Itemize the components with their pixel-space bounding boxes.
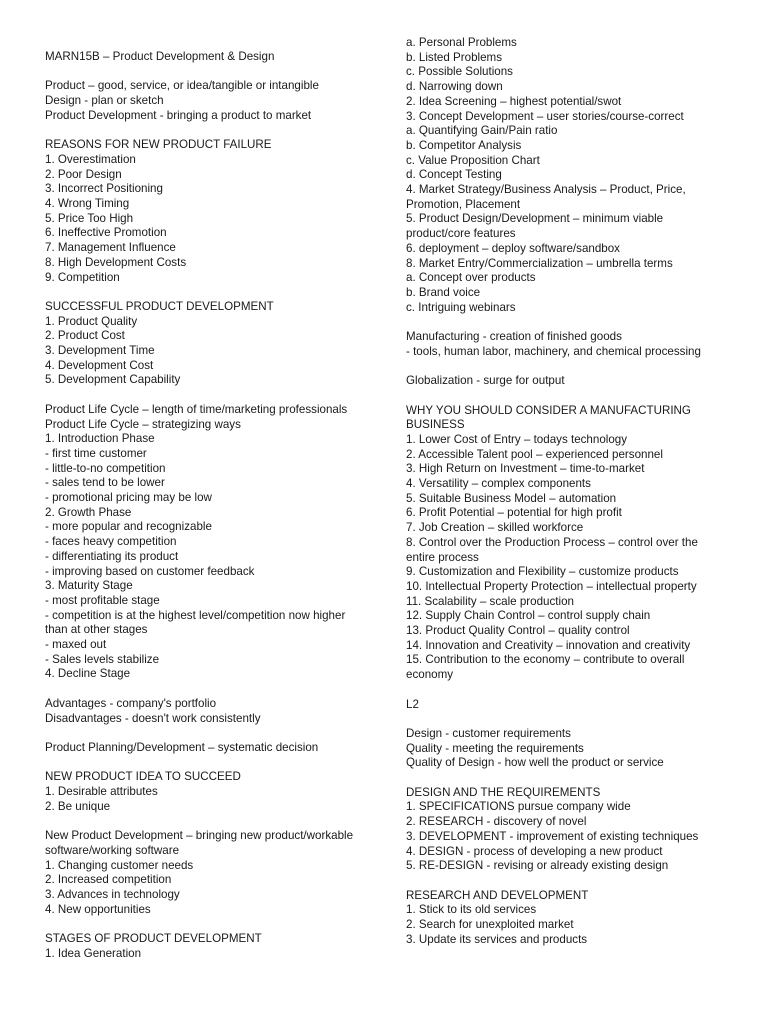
right-text-line: 3. Update its services and products	[406, 932, 588, 946]
right-text-line: 3. High Return on Investment – time-to-market	[406, 462, 645, 476]
left-text-line: 4. Wrong Timing	[45, 197, 130, 210]
blank-line	[45, 917, 360, 932]
left-text-line: 9. Competition	[45, 270, 120, 284]
left-text-line: MARN15B – Product Development & Design	[45, 50, 275, 63]
blank-line	[406, 712, 726, 727]
right-text-line: c. Possible Solutions	[406, 65, 513, 79]
left-text-line: 8. High Development Costs	[45, 255, 187, 269]
left-text-line: Advantages - company's portfolio	[45, 696, 217, 710]
left-text-line: 7. Management Influence	[45, 241, 176, 255]
right-text-line: 4. Versatility – complex components	[406, 477, 591, 491]
right-text-line: b. Competitor Analysis	[406, 138, 522, 152]
right-text-line: 6. deployment – deploy software/sandbox	[406, 241, 620, 255]
blank-line	[45, 814, 360, 829]
right-text-line: Manufacturing - creation of finished goods	[406, 330, 622, 344]
left-text-line: - sales tend to be lower	[45, 476, 165, 490]
left-text-line: REASONS FOR NEW PRODUCT FAILURE	[45, 138, 272, 152]
right-text-line: 4. Market Strategy/Business Analysis – Product, Price, Promotion, Placement	[406, 183, 686, 211]
right-text-line: a. Personal Problems	[406, 36, 517, 49]
right-text-line: 11. Scalability – scale production	[406, 594, 574, 608]
left-text-line: 3. Maturity Stage	[45, 579, 133, 593]
right-text-line: Design - customer requirements	[406, 726, 571, 740]
left-text-line: 2. Growth Phase	[45, 505, 132, 519]
left-text-line: 1. Changing customer needs	[45, 858, 194, 872]
left-text-line: - competition is at the highest level/competition now higher than at other stages	[45, 608, 346, 637]
blank-line	[45, 65, 360, 80]
left-text-line: Disadvantages - doesn't work consistently	[45, 711, 261, 725]
right-text-line: L2	[406, 697, 419, 711]
blank-line	[45, 388, 360, 403]
left-text-line: New Product Development – bringing new product/workable software/working software	[45, 829, 354, 857]
right-text-line: RESEARCH AND DEVELOPMENT	[406, 888, 589, 902]
right-text-line: 1. SPECIFICATIONS pursue company wide	[406, 800, 631, 814]
right-text-line: 8. Market Entry/Commercialization – umbrella terms	[406, 256, 673, 270]
left-text-line: 2. Increased competition	[45, 873, 172, 887]
blank-line	[45, 726, 360, 741]
left-text-line: - little-to-no competition	[45, 461, 166, 475]
right-text-line: DESIGN AND THE REQUIREMENTS	[406, 785, 601, 799]
left-text-line: Product Life Cycle – strategizing ways	[45, 417, 241, 431]
left-text-line: - Sales levels stabilize	[45, 652, 160, 666]
left-text-line: - most profitable stage	[45, 593, 160, 607]
right-text-line: 3. DEVELOPMENT - improvement of existing techniques	[406, 829, 699, 843]
left-text-line: 3. Advances in technology	[45, 887, 180, 901]
left-text-line: Product Development - bringing a product to market	[45, 108, 312, 122]
right-text-line: 5. Suitable Business Model – automation	[406, 491, 617, 505]
left-text-line: 6. Ineffective Promotion	[45, 226, 167, 240]
right-text-line: 9. Customization and Flexibility – customize products	[406, 565, 679, 579]
blank-line	[406, 683, 726, 698]
right-text-line: 3. Concept Development – user stories/course-correct	[406, 109, 684, 123]
left-text-line: Product Planning/Development – systematic decision	[45, 740, 319, 754]
left-text-line: 1. Product Quality	[45, 314, 138, 328]
right-text-line: d. Narrowing down	[406, 80, 503, 94]
left-text-line: - faces heavy competition	[45, 535, 177, 549]
left-text-line: NEW PRODUCT IDEA TO SUCCEED	[45, 770, 241, 784]
right-text-line: WHY YOU SHOULD CONSIDER A MANUFACTURING BUSINESS	[406, 403, 691, 432]
right-text-line: 5. Product Design/Development – minimum viable product/core features	[406, 212, 664, 241]
left-text-line: - differentiating its product	[45, 549, 179, 563]
left-text-line: 2. Be unique	[45, 799, 111, 813]
left-text-line: 1. Desirable attributes	[45, 785, 158, 799]
left-text-line: Product Life Cycle – length of time/marketing professionals	[45, 402, 348, 416]
right-text-line: b. Listed Problems	[406, 50, 503, 64]
left-text-line: - promotional pricing may be low	[45, 491, 212, 505]
right-text-line: c. Value Proposition Chart	[406, 153, 540, 167]
right-text-line: d. Concept Testing	[406, 168, 502, 182]
blank-line	[406, 389, 726, 404]
right-text-column	[406, 36, 726, 947]
blank-line	[45, 756, 360, 771]
left-text-line: 1. Overestimation	[45, 152, 136, 166]
right-text-line: 7. Job Creation – skilled workforce	[406, 521, 584, 535]
right-text-line: 2. Accessible Talent pool – experienced personnel	[406, 447, 663, 461]
right-text-line: 13. Product Quality Control – quality control	[406, 624, 630, 638]
right-text-line: 10. Intellectual Property Protection – intellectual property	[406, 579, 697, 593]
right-text-line: b. Brand voice	[406, 285, 481, 299]
left-text-column	[45, 50, 360, 961]
blank-line	[406, 874, 726, 889]
right-text-line: 1. Lower Cost of Entry – todays technology	[406, 432, 628, 446]
right-text-line: 4. DESIGN - process of developing a new product	[406, 844, 663, 858]
blank-line	[406, 771, 726, 786]
right-text-line: 2. Idea Screening – highest potential/swot	[406, 94, 622, 108]
right-text-line: Quality of Design - how well the product or service	[406, 756, 664, 770]
left-text-line: 1. Introduction Phase	[45, 432, 155, 446]
right-text-line: 5. RE-DESIGN - revising or already existing design	[406, 859, 669, 873]
blank-line	[406, 315, 726, 330]
right-text-line: c. Intriguing webinars	[406, 300, 516, 314]
left-text-line: 5. Price Too High	[45, 211, 134, 225]
left-text-line: 2. Poor Design	[45, 167, 122, 181]
left-text-line: 4. New opportunities	[45, 902, 151, 916]
right-text-line: a. Quantifying Gain/Pain ratio	[406, 124, 558, 138]
left-text-line: 3. Incorrect Positioning	[45, 182, 163, 196]
right-text-line: 12. Supply Chain Control – control supply chain	[406, 609, 651, 623]
left-text-line: 4. Decline Stage	[45, 667, 131, 681]
left-text-line: 3. Development Time	[45, 344, 155, 358]
left-text-line: - first time customer	[45, 446, 147, 460]
left-text-line: - maxed out	[45, 638, 107, 652]
right-text-line: 15. Contribution to the economy – contribute to overall economy	[406, 653, 685, 682]
left-text-line: Design - plan or sketch	[45, 94, 164, 108]
right-text-line: a. Concept over products	[406, 271, 536, 285]
left-text-line: - more popular and recognizable	[45, 520, 212, 534]
right-text-line: 2. RESEARCH - discovery of novel	[406, 815, 587, 829]
left-text-line: 4. Development Cost	[45, 358, 154, 372]
blank-line	[45, 682, 360, 697]
right-text-line: 6. Profit Potential – potential for high profit	[406, 506, 622, 520]
right-text-line: 2. Search for unexploited market	[406, 918, 574, 932]
left-text-line: STAGES OF PRODUCT DEVELOPMENT	[45, 932, 262, 946]
left-text-line: SUCCESSFUL PRODUCT DEVELOPMENT	[45, 299, 274, 313]
right-text-line: 8. Control over the Production Process – control over the entire process	[406, 535, 698, 564]
right-text-line: 1. Stick to its old services	[406, 903, 537, 917]
blank-line	[406, 359, 726, 374]
left-text-line: 5. Development Capability	[45, 373, 181, 387]
blank-line	[45, 124, 360, 139]
left-text-line: Product – good, service, or idea/tangible or intangible	[45, 79, 319, 93]
blank-line	[45, 285, 360, 300]
right-text-line: 14. Innovation and Creativity – innovation and creativity	[406, 638, 691, 652]
right-text-line: Quality - meeting the requirements	[406, 741, 584, 755]
right-text-line: Globalization - surge for output	[406, 374, 565, 388]
right-text-line: - tools, human labor, machinery, and chemical processing	[406, 344, 701, 358]
left-text-line: 2. Product Cost	[45, 329, 125, 343]
left-text-line: - improving based on customer feedback	[45, 564, 255, 578]
left-text-line: 1. Idea Generation	[45, 946, 142, 960]
